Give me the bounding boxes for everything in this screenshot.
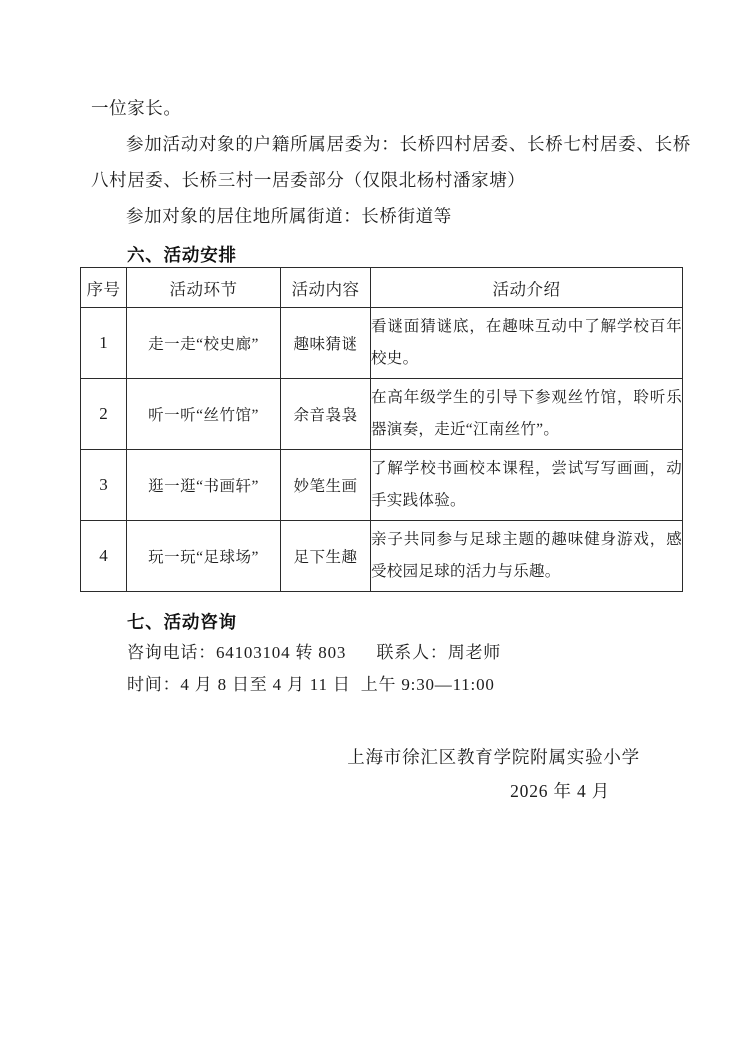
cell-stage: 走一走“校史廊” bbox=[127, 308, 281, 379]
table-header-row bbox=[81, 268, 683, 308]
paragraph-continuation: 一位家长。 bbox=[91, 98, 182, 118]
signature-organization: 上海市徐汇区教育学院附属实验小学 bbox=[347, 747, 640, 767]
column-header-description: 活动介绍 bbox=[371, 268, 683, 308]
contact-phone-line: 咨询电话：64103104 转 803 联系人：周老师 bbox=[127, 643, 502, 662]
paragraph-residence-committees: 参加活动对象的户籍所属居委为：长桥四村居委、长桥七村居委、长桥八村居委、长桥三村一居委部分（仅限北杨村潘家塘） bbox=[91, 134, 691, 190]
section-heading-activity-inquiry: 七、活动咨询 bbox=[127, 612, 237, 632]
intro-paragraphs bbox=[91, 90, 691, 234]
cell-content: 足下生趣 bbox=[281, 521, 371, 592]
table-row bbox=[81, 308, 683, 379]
table-row bbox=[81, 379, 683, 450]
cell-description: 了解学校书画校本课程，尝试写写画画，动手实践体验。 bbox=[371, 450, 683, 521]
cell-no: 2 bbox=[81, 379, 127, 450]
section-heading-activity-schedule: 六、活动安排 bbox=[127, 245, 237, 265]
signature-date: 2026 年 4 月 bbox=[510, 781, 610, 801]
column-header-stage: 活动环节 bbox=[127, 268, 281, 308]
cell-stage: 玩一玩“足球场” bbox=[127, 521, 281, 592]
signature-block bbox=[80, 740, 682, 808]
column-header-content: 活动内容 bbox=[281, 268, 371, 308]
paragraph-street-district: 参加对象的居住地所属街道：长桥街道等 bbox=[126, 206, 452, 226]
cell-stage: 逛一逛“书画轩” bbox=[127, 450, 281, 521]
cell-content: 妙笔生画 bbox=[281, 450, 371, 521]
cell-no: 1 bbox=[81, 308, 127, 379]
cell-no: 4 bbox=[81, 521, 127, 592]
table-row bbox=[81, 521, 683, 592]
cell-content: 余音袅袅 bbox=[281, 379, 371, 450]
cell-description: 亲子共同参与足球主题的趣味健身游戏，感受校园足球的活力与乐趣。 bbox=[371, 521, 683, 592]
cell-stage: 听一听“丝竹馆” bbox=[127, 379, 281, 450]
cell-description: 看谜面猜谜底，在趣味互动中了解学校百年校史。 bbox=[371, 308, 683, 379]
contact-block bbox=[127, 637, 687, 701]
cell-no: 3 bbox=[81, 450, 127, 521]
activity-schedule-table-wrapper bbox=[80, 267, 682, 592]
activity-schedule-table bbox=[80, 267, 683, 592]
column-header-no: 序号 bbox=[81, 268, 127, 308]
cell-content: 趣味猜谜 bbox=[281, 308, 371, 379]
contact-time-line: 时间：4 月 8 日至 4 月 11 日 上午 9:30—11:00 bbox=[127, 675, 495, 694]
table-row bbox=[81, 450, 683, 521]
cell-description: 在高年级学生的引导下参观丝竹馆，聆听乐器演奏，走近“江南丝竹”。 bbox=[371, 379, 683, 450]
